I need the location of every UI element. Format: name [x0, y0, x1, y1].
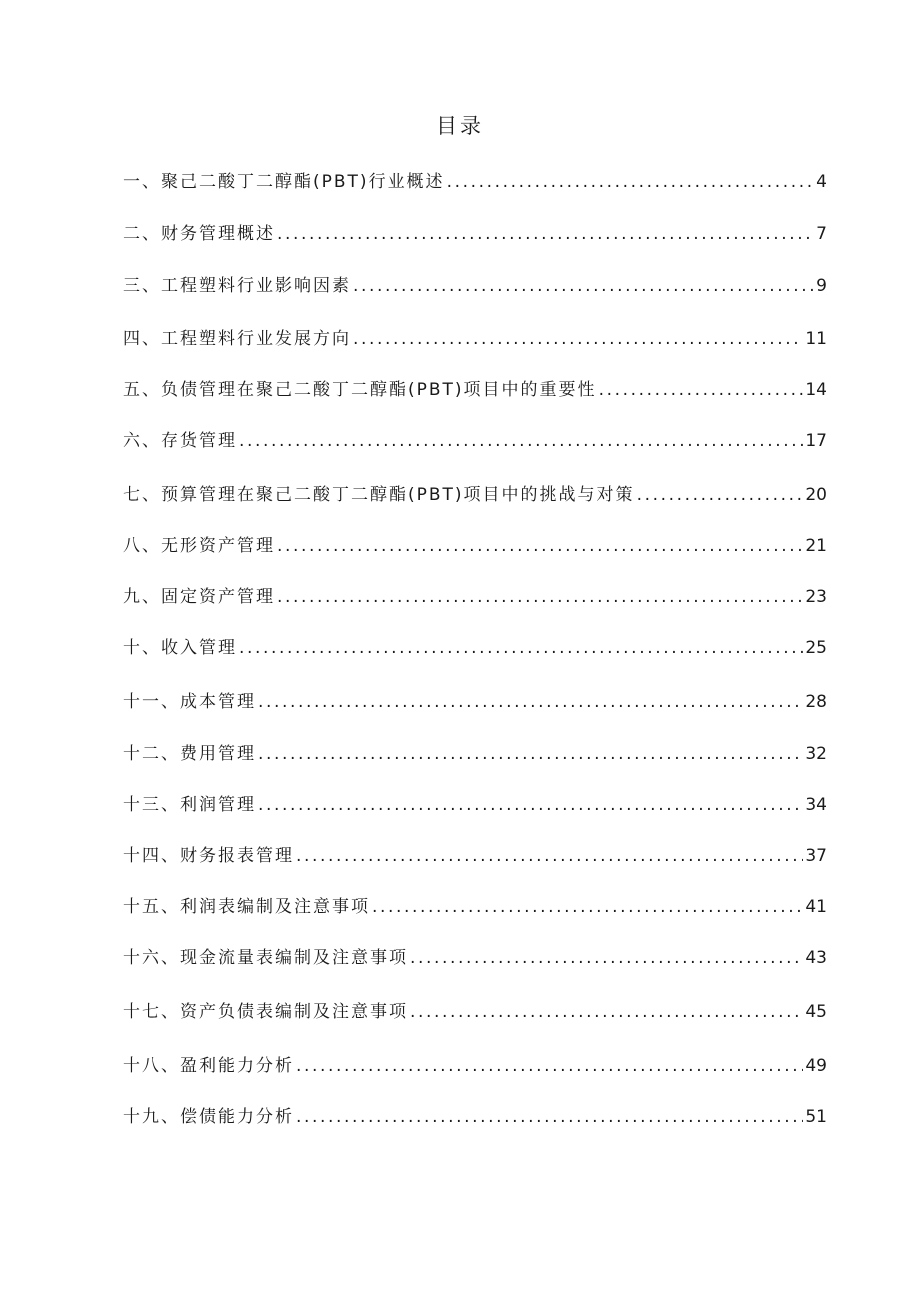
- toc-entry-page-number: 11: [805, 329, 827, 349]
- toc-entry-page-number: 21: [805, 536, 827, 556]
- toc-entry[interactable]: [123, 844, 827, 869]
- toc-entry-label: 一、聚己二酸丁二醇酯(PBT)行业概述: [123, 172, 445, 192]
- toc-entry-page-number: 51: [805, 1107, 827, 1127]
- toc-entry[interactable]: [123, 327, 827, 352]
- toc-entry-label: 十四、财务报表管理: [123, 846, 294, 866]
- toc-entry[interactable]: [123, 895, 827, 920]
- toc-entry-page-number: 7: [816, 224, 827, 244]
- toc-entry-label: 十六、现金流量表编制及注意事项: [123, 948, 408, 968]
- toc-entry[interactable]: [123, 378, 827, 403]
- toc-title: 目录: [436, 114, 484, 138]
- toc-entry-label: 七、预算管理在聚己二酸丁二醇酯(PBT)项目中的挑战与对策: [123, 485, 635, 505]
- toc-entry[interactable]: [123, 690, 827, 715]
- toc-entry[interactable]: [123, 534, 827, 559]
- toc-entry-label: 十二、费用管理: [123, 744, 256, 764]
- toc-entry-label: 十五、利润表编制及注意事项: [123, 897, 370, 917]
- toc-leader-dots: [258, 742, 803, 767]
- toc-entry[interactable]: [123, 742, 827, 767]
- toc-entry-label: 十三、利润管理: [123, 795, 256, 815]
- toc-leader-dots: [353, 274, 814, 299]
- toc-leader-dots: [277, 222, 814, 247]
- toc-leader-dots: [296, 844, 803, 869]
- toc-entry-page-number: 4: [816, 172, 827, 192]
- toc-entry-label: 三、工程塑料行业影响因素: [123, 276, 351, 296]
- toc-entry-label: 八、无形资产管理: [123, 536, 275, 556]
- toc-entry[interactable]: [123, 946, 827, 971]
- toc-entry-label: 十八、盈利能力分析: [123, 1056, 294, 1076]
- toc-entry[interactable]: [123, 793, 827, 818]
- toc-entry-page-number: 49: [805, 1056, 827, 1076]
- toc-entry[interactable]: [123, 585, 827, 610]
- toc-entry-label: 五、负债管理在聚己二酸丁二醇酯(PBT)项目中的重要性: [123, 380, 597, 400]
- toc-entry-page-number: 20: [805, 485, 827, 505]
- toc-leader-dots: [277, 534, 803, 559]
- toc-entry[interactable]: [123, 170, 827, 195]
- toc-entry-label: 十九、偿债能力分析: [123, 1107, 294, 1127]
- toc-entry-page-number: 37: [805, 846, 827, 866]
- toc-entry-label: 四、工程塑料行业发展方向: [123, 329, 351, 349]
- toc-entry-label: 二、财务管理概述: [123, 224, 275, 244]
- toc-entry-page-number: 43: [805, 948, 827, 968]
- toc-entry[interactable]: [123, 1105, 827, 1130]
- toc-entry[interactable]: [123, 1054, 827, 1079]
- toc-entry-label: 十、收入管理: [123, 638, 237, 658]
- toc-entry-label: 九、固定资产管理: [123, 587, 275, 607]
- toc-entry[interactable]: [123, 429, 827, 454]
- toc-entry-page-number: 25: [805, 638, 827, 658]
- toc-leader-dots: [258, 690, 803, 715]
- toc-leader-dots: [296, 1105, 803, 1130]
- toc-leader-dots: [353, 327, 803, 352]
- toc-leader-dots: [277, 585, 803, 610]
- toc-leader-dots: [637, 483, 804, 508]
- toc-entry-page-number: 32: [805, 744, 827, 764]
- toc-entry-page-number: 34: [805, 795, 827, 815]
- toc-leader-dots: [410, 1000, 803, 1025]
- toc-entry-page-number: 45: [805, 1002, 827, 1022]
- toc-leader-dots: [410, 946, 803, 971]
- toc-leader-dots: [372, 895, 803, 920]
- toc-entry-page-number: 14: [805, 380, 827, 400]
- toc-leader-dots: [599, 378, 804, 403]
- toc-entry-page-number: 9: [816, 276, 827, 296]
- toc-entry[interactable]: [123, 636, 827, 661]
- toc-entry-label: 十一、成本管理: [123, 692, 256, 712]
- toc-leader-dots: [447, 170, 815, 195]
- toc-leader-dots: [258, 793, 803, 818]
- toc-entry-label: 十七、资产负债表编制及注意事项: [123, 1002, 408, 1022]
- toc-entry[interactable]: [123, 222, 827, 247]
- toc-entry-page-number: 23: [805, 587, 827, 607]
- toc-entry-page-number: 28: [805, 692, 827, 712]
- toc-leader-dots: [239, 429, 803, 454]
- toc-leader-dots: [239, 636, 803, 661]
- toc-entry-page-number: 41: [805, 897, 827, 917]
- toc-entry[interactable]: [123, 274, 827, 299]
- toc-entry-page-number: 17: [805, 431, 827, 451]
- toc-leader-dots: [296, 1054, 803, 1079]
- toc-entry[interactable]: [123, 1000, 827, 1025]
- toc-entry[interactable]: [123, 483, 827, 508]
- toc-entry-label: 六、存货管理: [123, 431, 237, 451]
